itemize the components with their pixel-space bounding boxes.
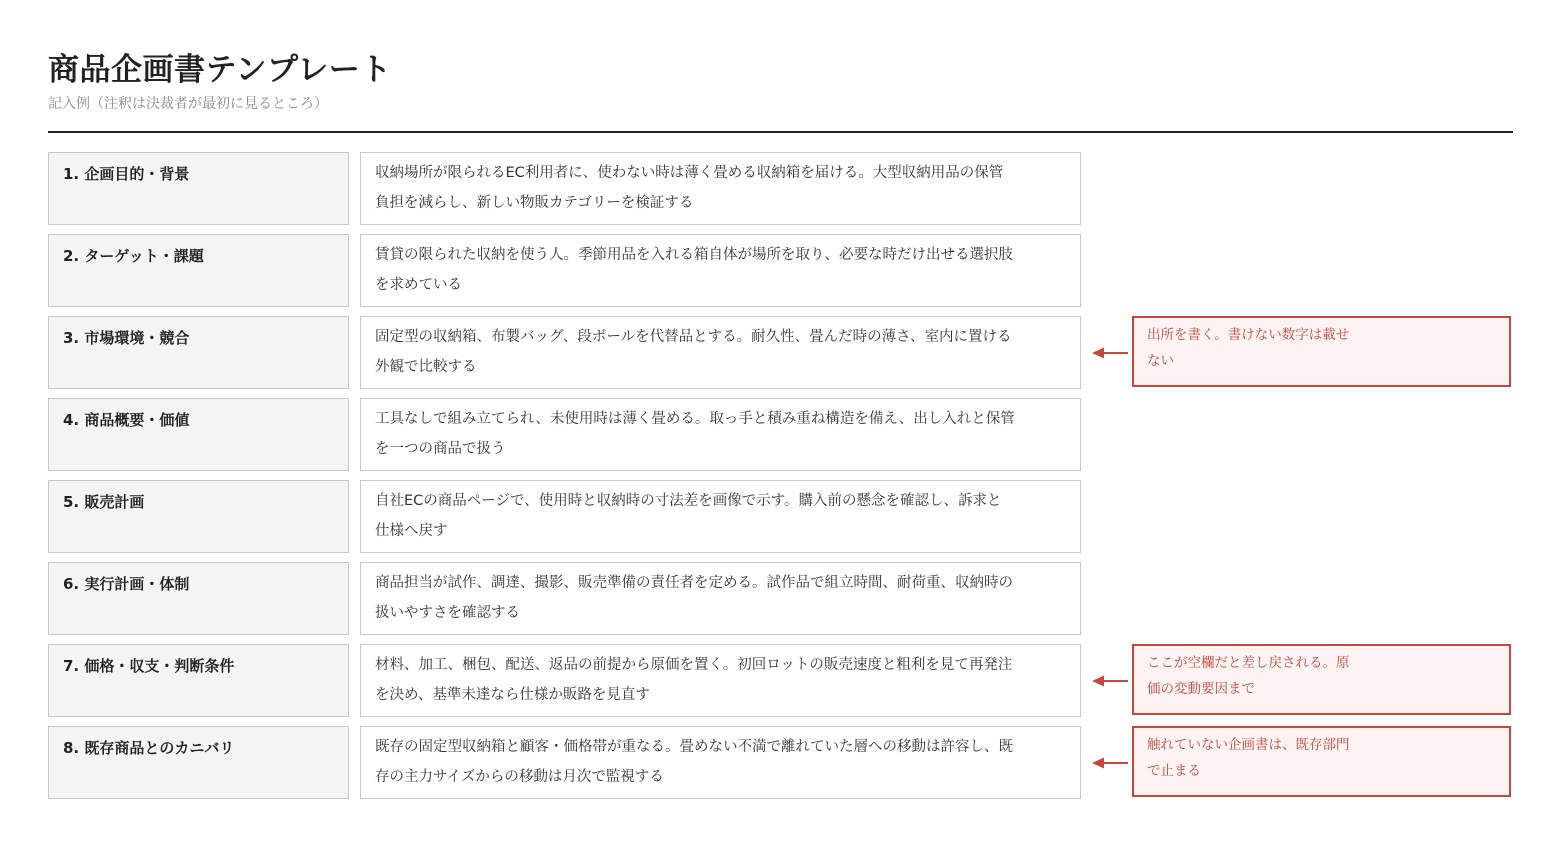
row-content-cell [360,726,1081,799]
row-content-cell [360,562,1081,635]
row-label: 5. 販売計画 [63,493,145,511]
row-label: 1. 企画目的・背景 [63,165,190,183]
row-label: 4. 商品概要・価値 [63,411,190,429]
title-divider [48,131,1513,133]
row-content: 材料、加工、梱包、配送、返品の前提から原価を置く。初回ロットの販売速度と粗利を見て再発注を決め、基準未達なら仕様か販路を見直す [375,657,1013,703]
row-label: 3. 市場環境・競合 [63,329,190,347]
row-label: 7. 価格・収支・判断条件 [63,657,235,675]
row-content: 工具なしで組み立てられ、未使用時は薄く畳める。取っ手と積み重ね構造を備え、出し入れと保管を一つの商品で扱う [375,411,1015,457]
left-arrow-icon [1092,674,1128,688]
annotation-text: 出所を書く。書けない数字は載せない [1147,327,1350,369]
annotation-note [1132,726,1511,797]
table-row [48,234,1513,307]
row-label-cell [48,726,349,799]
row-label-cell [48,644,349,717]
table-row [48,562,1513,635]
table-row [48,316,1513,389]
annotation-text: 触れていない企画書は、既存部門で止まる [1147,737,1350,779]
left-arrow-icon [1092,346,1128,360]
row-label: 6. 実行計画・体制 [63,575,190,593]
page-subtitle: 記入例（注釈は決裁者が最初に見るところ） [48,96,328,112]
row-content: 固定型の収納箱、布製バッグ、段ボールを代替品とする。耐久性、畳んだ時の薄さ、室内に置ける外観で比較する [375,329,1012,375]
table-row [48,152,1513,225]
row-content: 収納場所が限られるEC利用者に、使わない時は薄く畳める収納箱を届ける。大型収納用品の保管負担を減らし、新しい物販カテゴリーを検証する [375,165,1004,211]
row-content-cell [360,644,1081,717]
left-arrow-icon [1092,756,1128,770]
row-content: 自社ECの商品ページで、使用時と収納時の寸法差を画像で示す。購入前の懸念を確認し、訴求と仕様へ戻す [375,493,1002,539]
row-label-cell [48,316,349,389]
row-label: 8. 既存商品とのカニバリ [63,739,235,757]
row-label: 2. ターゲット・課題 [63,247,204,265]
row-content-cell [360,316,1081,389]
annotation-note [1132,644,1511,715]
page-title: 商品企画書テンプレート [48,52,392,88]
row-content: 既存の固定型収納箱と顧客・価格帯が重なる。畳めない不満で離れていた層への移動は許容し、既存の主力サイズからの移動は月次で監視する [375,739,1013,785]
row-label-cell [48,562,349,635]
row-label-cell [48,480,349,553]
row-content-cell [360,480,1081,553]
row-label-cell [48,398,349,471]
table-row [48,398,1513,471]
annotation-text: ここが空欄だと差し戻される。原価の変動要因まで [1147,655,1350,697]
row-label-cell [48,234,349,307]
table-row [48,480,1513,553]
row-content-cell [360,398,1081,471]
row-content: 賃貸の限られた収納を使う人。季節用品を入れる箱自体が場所を取り、必要な時だけ出せる選択肢を求めている [375,247,1013,293]
annotation-note [1132,316,1511,387]
table-row [48,644,1513,717]
row-content-cell [360,152,1081,225]
row-label-cell [48,152,349,225]
row-content: 商品担当が試作、調達、撮影、販売準備の責任者を定める。試作品で組立時間、耐荷重、収納時の扱いやすさを確認する [375,575,1013,621]
template-table [48,152,1513,808]
table-row [48,726,1513,799]
row-content-cell [360,234,1081,307]
